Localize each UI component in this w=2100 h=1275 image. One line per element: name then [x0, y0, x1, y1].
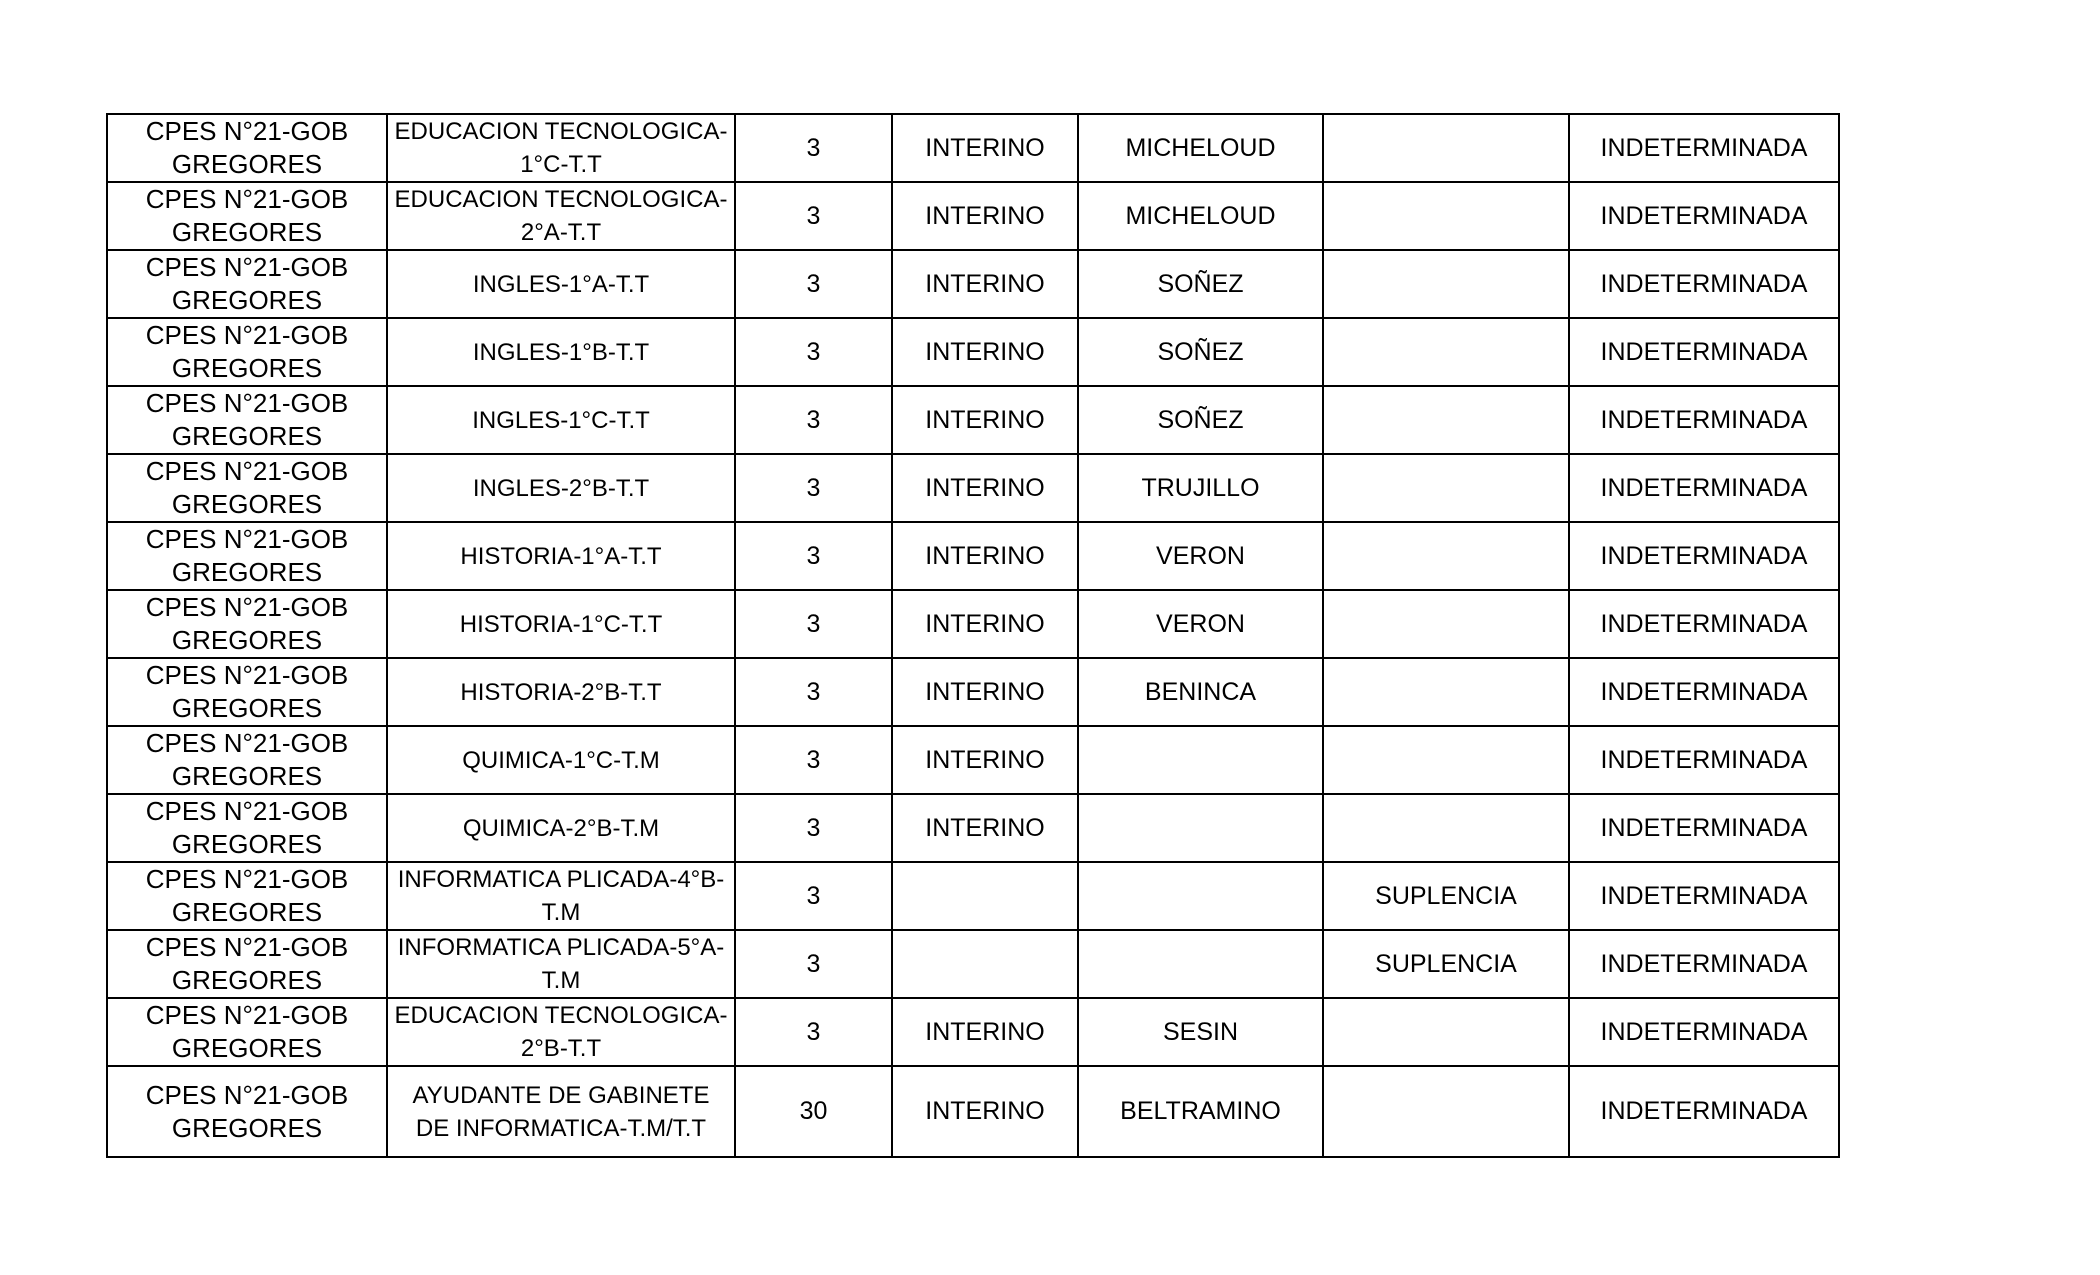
- school-cell: CPES N°21-GOB GREGORES: [107, 522, 387, 590]
- suplencia-cell: [1323, 522, 1569, 590]
- suplencia-cell: [1323, 590, 1569, 658]
- hours-cell: 3: [735, 522, 892, 590]
- teacher-cell: [1078, 930, 1323, 998]
- situation-cell: [892, 862, 1078, 930]
- teacher-cell: SOÑEZ: [1078, 318, 1323, 386]
- duration-cell: INDETERMINADA: [1569, 318, 1839, 386]
- subject-cell: AYUDANTE DE GABINETE DE INFORMATICA-T.M/T.T: [387, 1066, 735, 1157]
- suplencia-cell: SUPLENCIA: [1323, 930, 1569, 998]
- school-cell: CPES N°21-GOB GREGORES: [107, 250, 387, 318]
- hours-cell: 3: [735, 250, 892, 318]
- table-body: [107, 114, 1839, 1157]
- subject-cell: INGLES-1°C-T.T: [387, 386, 735, 454]
- table-row: [107, 794, 1839, 862]
- school-cell: CPES N°21-GOB GREGORES: [107, 1066, 387, 1157]
- teacher-cell: SOÑEZ: [1078, 250, 1323, 318]
- subject-cell: HISTORIA-1°C-T.T: [387, 590, 735, 658]
- hours-cell: 3: [735, 386, 892, 454]
- hours-cell: 3: [735, 590, 892, 658]
- suplencia-cell: [1323, 250, 1569, 318]
- table-row: [107, 726, 1839, 794]
- suplencia-cell: [1323, 658, 1569, 726]
- school-cell: CPES N°21-GOB GREGORES: [107, 318, 387, 386]
- situation-cell: INTERINO: [892, 1066, 1078, 1157]
- duration-cell: INDETERMINADA: [1569, 1066, 1839, 1157]
- subject-cell: HISTORIA-2°B-T.T: [387, 658, 735, 726]
- situation-cell: INTERINO: [892, 998, 1078, 1066]
- teacher-cell: TRUJILLO: [1078, 454, 1323, 522]
- suplencia-cell: [1323, 726, 1569, 794]
- school-cell: CPES N°21-GOB GREGORES: [107, 930, 387, 998]
- situation-cell: [892, 930, 1078, 998]
- situation-cell: INTERINO: [892, 726, 1078, 794]
- duration-cell: INDETERMINADA: [1569, 998, 1839, 1066]
- teacher-cell: MICHELOUD: [1078, 114, 1323, 182]
- duration-cell: INDETERMINADA: [1569, 386, 1839, 454]
- table-row: [107, 1066, 1839, 1157]
- subject-cell: EDUCACION TECNOLOGICA-1°C-T.T: [387, 114, 735, 182]
- school-cell: CPES N°21-GOB GREGORES: [107, 454, 387, 522]
- hours-cell: 3: [735, 726, 892, 794]
- subject-cell: EDUCACION TECNOLOGICA-2°B-T.T: [387, 998, 735, 1066]
- hours-cell: 3: [735, 998, 892, 1066]
- table-row: [107, 114, 1839, 182]
- table-row: [107, 250, 1839, 318]
- suplencia-cell: [1323, 1066, 1569, 1157]
- table-row: [107, 318, 1839, 386]
- table-row: [107, 998, 1839, 1066]
- table-row: [107, 522, 1839, 590]
- duration-cell: INDETERMINADA: [1569, 930, 1839, 998]
- duration-cell: INDETERMINADA: [1569, 114, 1839, 182]
- duration-cell: INDETERMINADA: [1569, 250, 1839, 318]
- teacher-cell: [1078, 794, 1323, 862]
- duration-cell: INDETERMINADA: [1569, 454, 1839, 522]
- teacher-cell: SOÑEZ: [1078, 386, 1323, 454]
- teacher-cell: VERON: [1078, 522, 1323, 590]
- suplencia-cell: [1323, 318, 1569, 386]
- subject-cell: EDUCACION TECNOLOGICA-2°A-T.T: [387, 182, 735, 250]
- teacher-cell: BELTRAMINO: [1078, 1066, 1323, 1157]
- suplencia-cell: [1323, 386, 1569, 454]
- subject-cell: HISTORIA-1°A-T.T: [387, 522, 735, 590]
- subject-cell: INFORMATICA PLICADA-5°A-T.M: [387, 930, 735, 998]
- school-cell: CPES N°21-GOB GREGORES: [107, 182, 387, 250]
- duration-cell: INDETERMINADA: [1569, 658, 1839, 726]
- suplencia-cell: [1323, 182, 1569, 250]
- situation-cell: INTERINO: [892, 114, 1078, 182]
- teacher-cell: BENINCA: [1078, 658, 1323, 726]
- hours-cell: 3: [735, 794, 892, 862]
- hours-cell: 3: [735, 182, 892, 250]
- suplencia-cell: [1323, 998, 1569, 1066]
- school-cell: CPES N°21-GOB GREGORES: [107, 794, 387, 862]
- subject-cell: QUIMICA-1°C-T.M: [387, 726, 735, 794]
- hours-cell: 3: [735, 930, 892, 998]
- teacher-cell: [1078, 862, 1323, 930]
- hours-cell: 3: [735, 862, 892, 930]
- teacher-cell: VERON: [1078, 590, 1323, 658]
- table-row: [107, 590, 1839, 658]
- subject-cell: INFORMATICA PLICADA-4°B-T.M: [387, 862, 735, 930]
- duration-cell: INDETERMINADA: [1569, 182, 1839, 250]
- teacher-cell: SESIN: [1078, 998, 1323, 1066]
- situation-cell: INTERINO: [892, 522, 1078, 590]
- suplencia-cell: [1323, 454, 1569, 522]
- duration-cell: INDETERMINADA: [1569, 794, 1839, 862]
- suplencia-cell: SUPLENCIA: [1323, 862, 1569, 930]
- school-cell: CPES N°21-GOB GREGORES: [107, 590, 387, 658]
- table-row: [107, 658, 1839, 726]
- school-cell: CPES N°21-GOB GREGORES: [107, 386, 387, 454]
- duration-cell: INDETERMINADA: [1569, 726, 1839, 794]
- duration-cell: INDETERMINADA: [1569, 590, 1839, 658]
- table-row: [107, 386, 1839, 454]
- situation-cell: INTERINO: [892, 590, 1078, 658]
- subject-cell: INGLES-1°B-T.T: [387, 318, 735, 386]
- hours-cell: 3: [735, 318, 892, 386]
- suplencia-cell: [1323, 794, 1569, 862]
- school-cell: CPES N°21-GOB GREGORES: [107, 726, 387, 794]
- school-cell: CPES N°21-GOB GREGORES: [107, 658, 387, 726]
- school-cell: CPES N°21-GOB GREGORES: [107, 862, 387, 930]
- situation-cell: INTERINO: [892, 454, 1078, 522]
- subject-cell: INGLES-2°B-T.T: [387, 454, 735, 522]
- situation-cell: INTERINO: [892, 386, 1078, 454]
- situation-cell: INTERINO: [892, 250, 1078, 318]
- duration-cell: INDETERMINADA: [1569, 522, 1839, 590]
- table-row: [107, 930, 1839, 998]
- situation-cell: INTERINO: [892, 658, 1078, 726]
- hours-cell: 3: [735, 658, 892, 726]
- situation-cell: INTERINO: [892, 182, 1078, 250]
- teacher-cell: [1078, 726, 1323, 794]
- table-row: [107, 862, 1839, 930]
- duration-cell: INDETERMINADA: [1569, 862, 1839, 930]
- teacher-cell: MICHELOUD: [1078, 182, 1323, 250]
- hours-cell: 3: [735, 454, 892, 522]
- situation-cell: INTERINO: [892, 794, 1078, 862]
- table-row: [107, 182, 1839, 250]
- situation-cell: INTERINO: [892, 318, 1078, 386]
- suplencia-cell: [1323, 114, 1569, 182]
- vacancy-table: [106, 113, 1840, 1158]
- subject-cell: INGLES-1°A-T.T: [387, 250, 735, 318]
- subject-cell: QUIMICA-2°B-T.M: [387, 794, 735, 862]
- hours-cell: 3: [735, 114, 892, 182]
- table-row: [107, 454, 1839, 522]
- school-cell: CPES N°21-GOB GREGORES: [107, 998, 387, 1066]
- school-cell: CPES N°21-GOB GREGORES: [107, 114, 387, 182]
- hours-cell: 30: [735, 1066, 892, 1157]
